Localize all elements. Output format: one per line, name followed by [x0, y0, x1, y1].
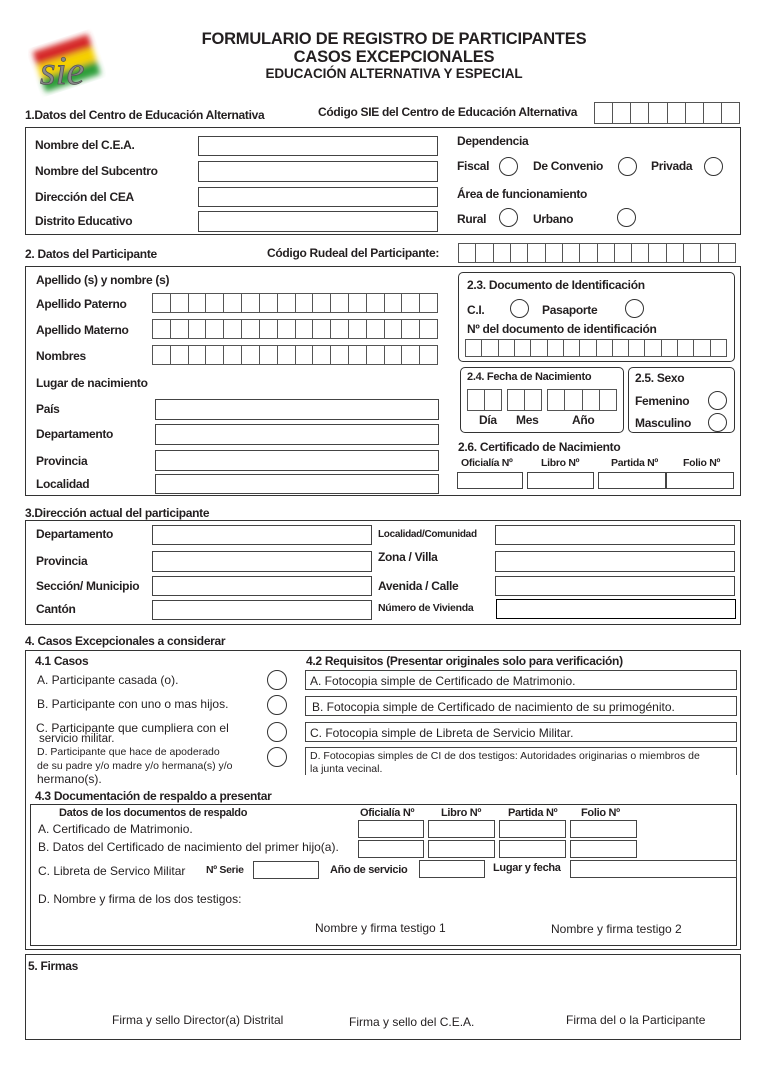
military-place-label: Lugar y fecha [493, 862, 561, 874]
materno-label: Apellido Materno [36, 323, 129, 337]
day-label: Día [479, 413, 497, 427]
cea-address-label: Dirección del CEA [35, 190, 134, 204]
cases-title: 4.1 Casos [35, 654, 89, 668]
addr-localidad-label: Localidad/Comunidad [378, 529, 477, 540]
section1-title: Datos del Centro de Educación Alternativa [34, 108, 265, 122]
birthplace-heading: Lugar de nacimiento [36, 376, 148, 390]
addr-departamento-input[interactable] [152, 525, 372, 545]
requirements-title: 4.2 Requisitos (Presentar originales solo para verificación) [306, 654, 623, 668]
birth-month-input[interactable] [507, 389, 542, 411]
requirement-c [305, 722, 737, 742]
requirement-b [305, 696, 737, 716]
section4-title: Casos Excepcionales a considerar [37, 634, 226, 648]
section2-title: Datos del Participante [37, 247, 157, 261]
witnesses-label: D. Nombre y firma de los dos testigos: [38, 892, 242, 906]
cert-partida-input[interactable] [598, 472, 666, 489]
cert-oficialia-input[interactable] [457, 472, 523, 489]
pais-label: País [36, 402, 60, 416]
case-c-label: C. Participante que cumpliera con el [36, 721, 229, 735]
addr-municipio-input[interactable] [152, 576, 372, 596]
addr-avenida-label: Avenida / Calle [378, 579, 459, 593]
requirement-a [305, 670, 737, 690]
section4-heading [25, 634, 225, 648]
doc-number-input[interactable] [465, 339, 727, 357]
requirement-b-text: B. Fotocopia simple de Certificado de nacimiento de su primogénito. [312, 700, 675, 714]
urbano-label: Urbano [533, 212, 574, 226]
addr-avenida-input[interactable] [495, 576, 735, 596]
birth-provincia-input[interactable] [155, 450, 439, 471]
cert-folio-input[interactable] [666, 472, 734, 489]
section5-number: 5. [28, 959, 38, 973]
addr-departamento-label: Departamento [36, 527, 114, 541]
docs-title: 4.3 Documentación de respaldo a presentar [35, 789, 272, 803]
pasaporte-label: Pasaporte [542, 303, 598, 317]
docs-b-oficialia-input[interactable] [358, 840, 424, 858]
docs-header: Datos de los documentos de respaldo [59, 807, 248, 819]
birth-year-input[interactable] [547, 389, 617, 411]
docs-libro-label: Libro Nº [441, 807, 482, 819]
ci-radio[interactable] [510, 299, 529, 318]
cert-folio-label: Folio Nº [683, 457, 721, 469]
docs-a-partida-input[interactable] [499, 820, 566, 838]
addr-localidad-input[interactable] [495, 525, 735, 545]
military-year-input[interactable] [419, 860, 485, 878]
military-label: C. Libreta de Servico Militar [38, 864, 186, 878]
docs-a-oficialia-input[interactable] [358, 820, 424, 838]
nombres-label: Nombres [36, 349, 86, 363]
section4-number: 4. [25, 634, 35, 648]
case-c-label-2: servicio militar. [39, 733, 115, 745]
form-program: EDUCACIÓN ALTERNATIVA Y ESPECIAL [265, 66, 523, 81]
case-d-label-2: de su padre y/o madre y/o hermana(s) y/o [37, 760, 233, 772]
requirement-c-text: C. Fotocopia simple de Libreta de Servicio Militar. [310, 726, 574, 740]
cea-name-label: Nombre del C.E.A. [35, 138, 135, 152]
signature-cea: Firma y sello del C.E.A. [349, 1015, 475, 1029]
rural-label: Rural [457, 212, 487, 226]
pais-input[interactable] [155, 399, 439, 420]
docs-folio-label: Folio Nº [581, 807, 620, 819]
convenio-radio[interactable] [618, 157, 637, 176]
section1-heading [25, 108, 264, 122]
paterno-label: Apellido Paterno [36, 297, 127, 311]
docs-oficialia-label: Oficialía Nº [360, 807, 415, 819]
case-a-radio[interactable] [267, 670, 287, 690]
docs-row-b-label: B. Datos del Certificado de nacimiento del primer hijo(a). [38, 840, 339, 854]
convenio-label: De Convenio [533, 159, 604, 173]
area-label: Área de funcionamiento [457, 187, 588, 201]
cert-oficialia-label: Oficialía Nº [461, 457, 513, 469]
requirement-d [305, 747, 737, 775]
birth-provincia-label: Provincia [36, 454, 88, 468]
docs-b-partida-input[interactable] [499, 840, 566, 858]
localidad-input[interactable] [155, 474, 439, 494]
signature-director: Firma y sello Director(a) Distrital [112, 1013, 284, 1027]
docs-a-folio-input[interactable] [570, 820, 637, 838]
addr-zona-input[interactable] [495, 551, 735, 572]
nombres-input[interactable] [152, 345, 438, 365]
section5-title: Firmas [40, 959, 79, 973]
cea-name-input[interactable] [198, 136, 438, 156]
case-b-radio[interactable] [267, 695, 287, 715]
sie-code-label: Código SIE del Centro de Educación Alternativa [318, 105, 578, 119]
case-d-label: D. Participante que hace de apoderado [37, 746, 220, 758]
military-serie-label: Nº Serie [206, 864, 244, 876]
cert-libro-input[interactable] [527, 472, 594, 489]
case-b-label: B. Participante con uno o mas hijos. [37, 697, 229, 711]
sie-code-input[interactable] [594, 102, 740, 124]
addr-canton-input[interactable] [152, 600, 372, 620]
subcentro-label: Nombre del Subcentro [35, 164, 158, 178]
year-label: Año [572, 413, 595, 427]
form-subtitle: CASOS EXCEPCIONALES [293, 48, 495, 66]
section3-heading [25, 506, 209, 520]
materno-input[interactable] [152, 319, 438, 339]
docs-partida-label: Partida Nº [508, 807, 558, 819]
military-serie-input[interactable] [253, 861, 319, 879]
cea-address-input[interactable] [198, 187, 438, 207]
privada-label: Privada [651, 159, 693, 173]
rural-radio[interactable] [499, 208, 518, 227]
localidad-label: Localidad [36, 477, 90, 491]
section1-number: 1. [25, 108, 35, 122]
requirement-d-text-2: la junta vecinal. [310, 762, 383, 775]
rudeal-input[interactable] [458, 243, 736, 263]
addr-zona-label: Zona / Villa [378, 550, 438, 564]
addr-municipio-label: Sección/ Municipio [36, 579, 140, 593]
docs-row-a-label: A. Certificado de Matrimonio. [38, 822, 193, 836]
section5-heading [28, 959, 78, 973]
pasaporte-radio[interactable] [625, 299, 644, 318]
svg-text:sie: sie [40, 48, 85, 93]
masculino-radio[interactable] [708, 413, 727, 432]
document-title: 2.3. Documento de Identificación [467, 278, 645, 292]
military-place-input[interactable] [570, 860, 737, 878]
requirement-d-text: D. Fotocopias simples de CI de dos testigos: Autoridades originarias o miembros de [310, 750, 700, 762]
district-label: Distrito Educativo [35, 214, 133, 228]
docs-a-libro-input[interactable] [428, 820, 495, 838]
femenino-label: Femenino [635, 394, 690, 408]
case-d-radio[interactable] [267, 747, 287, 767]
paterno-input[interactable] [152, 293, 438, 313]
names-heading: Apellido (s) y nombre (s) [36, 273, 170, 287]
case-a-label: A. Participante casada (o). [37, 673, 179, 687]
case-d-label-3: hermano(s). [37, 772, 102, 786]
addr-provincia-label: Provincia [36, 554, 88, 568]
certificate-title: 2.6. Certificado de Nacimiento [458, 440, 621, 454]
sex-title: 2.5. Sexo [635, 371, 685, 385]
addr-provincia-input[interactable] [152, 551, 372, 572]
fiscal-label: Fiscal [457, 159, 490, 173]
section2-heading [25, 247, 157, 261]
cert-partida-label: Partida Nº [611, 457, 658, 469]
privada-radio[interactable] [704, 157, 723, 176]
district-input[interactable] [198, 211, 438, 232]
doc-number-label: Nº del documento de identificación [467, 322, 657, 336]
cert-libro-label: Libro Nº [541, 457, 580, 469]
ci-label: C.I. [467, 303, 485, 317]
addr-canton-label: Cantón [36, 602, 76, 616]
case-c-radio[interactable] [267, 722, 287, 742]
section2-number: 2. [25, 247, 35, 261]
section3-title: Dirección actual del participante [34, 506, 210, 520]
form-title: FORMULARIO DE REGISTRO DE PARTICIPANTES [201, 30, 587, 48]
witness1-label: Nombre y firma testigo 1 [315, 921, 446, 935]
docs-b-libro-input[interactable] [428, 840, 495, 858]
rudeal-label: Código Rudeal del Participante: [267, 246, 440, 260]
birthdate-title: 2.4. Fecha de Nacimiento [467, 371, 592, 383]
month-label: Mes [516, 413, 539, 427]
masculino-label: Masculino [635, 416, 691, 430]
military-year-label: Año de servicio [330, 864, 408, 876]
birth-departamento-label: Departamento [36, 427, 114, 441]
birth-departamento-input[interactable] [155, 424, 439, 445]
subcentro-input[interactable] [198, 161, 438, 182]
dependencia-label: Dependencia [457, 134, 529, 148]
docs-b-folio-input[interactable] [570, 840, 637, 858]
fiscal-radio[interactable] [499, 157, 518, 176]
requirement-a-text: A. Fotocopia simple de Certificado de Matrimonio. [310, 674, 576, 688]
urbano-radio[interactable] [617, 208, 636, 227]
addr-vivienda-input[interactable] [496, 599, 736, 619]
femenino-radio[interactable] [708, 391, 727, 410]
birth-day-input[interactable] [467, 389, 502, 411]
addr-vivienda-label: Número de Vivienda [378, 602, 474, 614]
signature-participant: Firma del o la Participante [566, 1013, 706, 1027]
section3-number: 3. [25, 506, 35, 520]
witness2-label: Nombre y firma testigo 2 [551, 922, 682, 936]
